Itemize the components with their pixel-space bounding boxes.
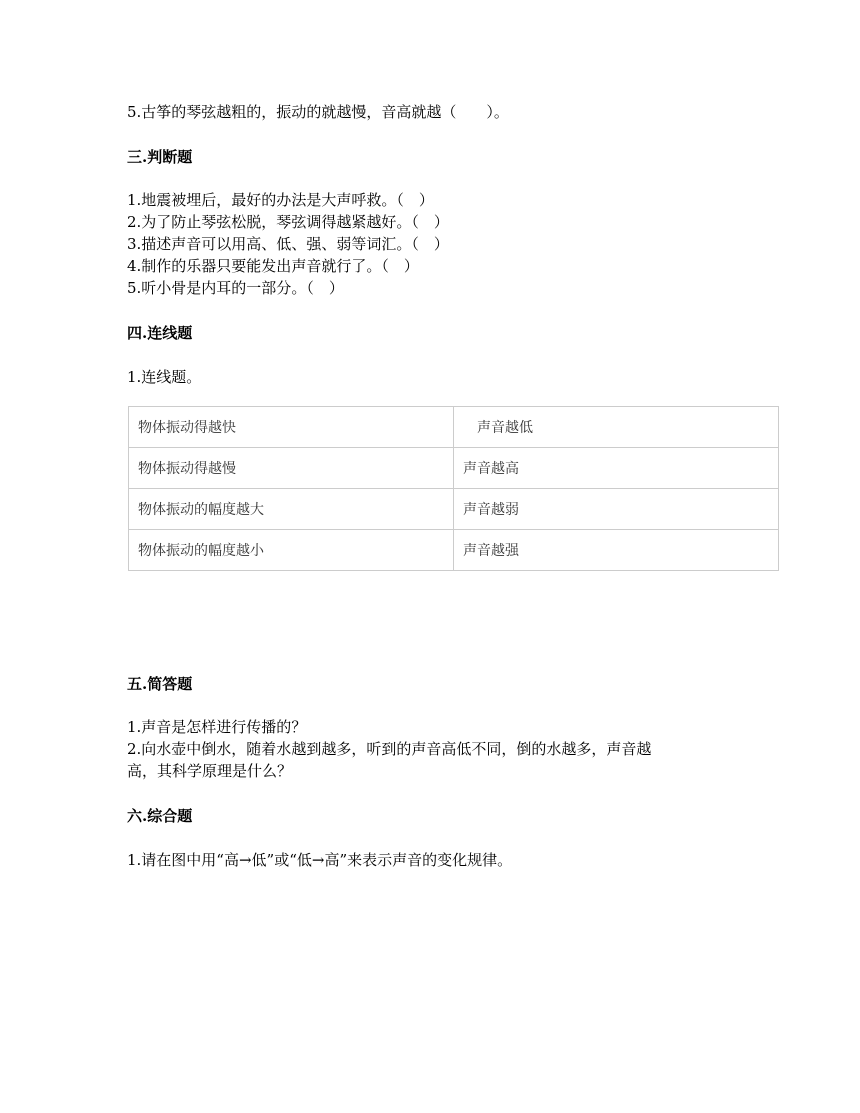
judge-item-3: 3.描述声音可以用高、低、强、弱等词汇。（ ） [127, 235, 449, 253]
table-row [129, 407, 779, 448]
table-cell-left: 物体振动的幅度越小 [129, 530, 454, 571]
table-row [129, 489, 779, 530]
section-3-heading: 三.判断题 [127, 148, 193, 166]
table-row [129, 448, 779, 489]
table-cell-right: 声音越低 [454, 407, 779, 448]
table-cell-right: 声音越弱 [454, 489, 779, 530]
section-5-heading: 五.简答题 [127, 675, 193, 693]
table-cell-left: 物体振动得越快 [129, 407, 454, 448]
table-row [129, 530, 779, 571]
short-answer-item-1: 1.声音是怎样进行传播的？ [127, 718, 307, 736]
short-answer-item-2-continued: 高，其科学原理是什么？ [127, 762, 293, 780]
section-6-heading: 六.综合题 [127, 807, 193, 825]
table-cell-left: 物体振动的幅度越大 [129, 489, 454, 530]
table-cell-left: 物体振动得越慢 [129, 448, 454, 489]
judge-item-5: 5.听小骨是内耳的一部分。（ ） [127, 279, 344, 297]
judge-item-4: 4.制作的乐器只要能发出声音就行了。（ ） [127, 257, 419, 275]
section-4-heading: 四.连线题 [127, 324, 193, 342]
matching-question-1: 1.连线题。 [127, 368, 202, 386]
comprehensive-question-1: 1.请在图中用“高→低”或“低→高”来表示声音的变化规律。 [127, 851, 513, 869]
table-cell-right: 声音越高 [454, 448, 779, 489]
question-5-fill-blank: 5.古筝的琴弦越粗的，振动的就越慢，音高就越（ ）。 [127, 103, 509, 121]
matching-table [128, 406, 779, 571]
table-cell-right: 声音越强 [454, 530, 779, 571]
short-answer-item-2: 2.向水壶中倒水，随着水越到越多，听到的声音高低不同，倒的水越多，声音越 [127, 740, 652, 758]
judge-item-2: 2.为了防止琴弦松脱，琴弦调得越紧越好。（ ） [127, 213, 449, 231]
judge-item-1: 1.地震被埋后，最好的办法是大声呼救。（ ） [127, 191, 434, 209]
